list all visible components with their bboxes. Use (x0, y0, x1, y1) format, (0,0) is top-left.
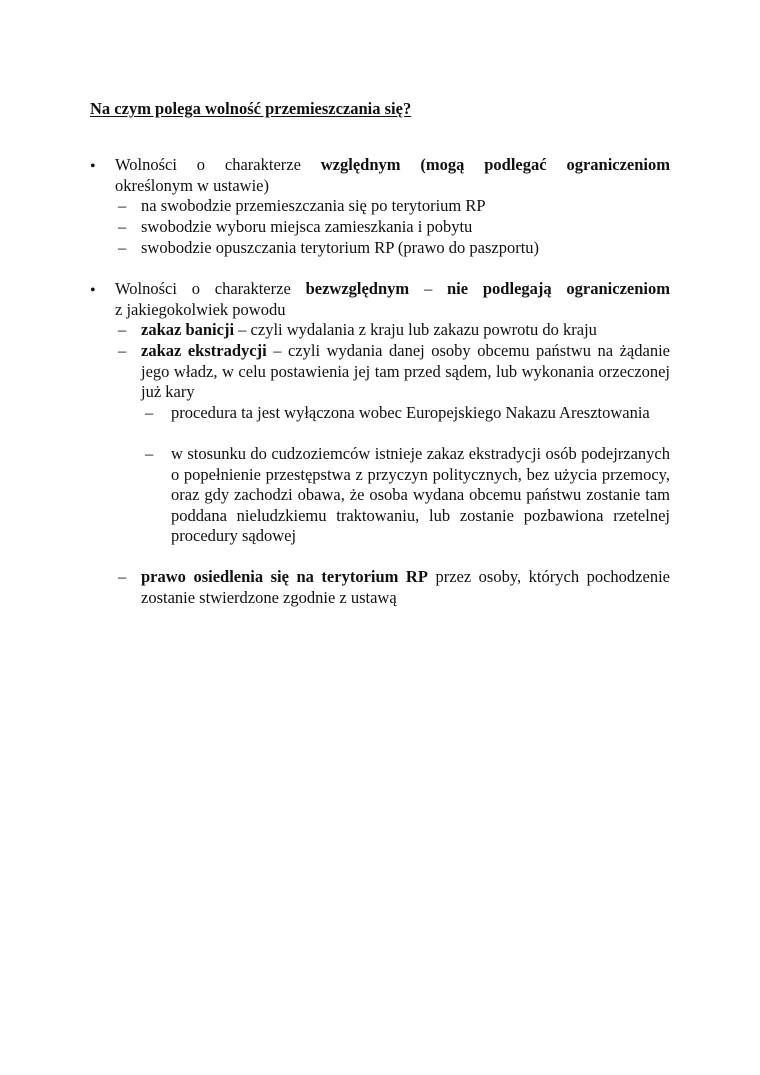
list-item-prawo-osiedlenia (141, 567, 670, 608)
list-item: na swobodzie przemieszczania się po terytorium RP (141, 196, 486, 215)
bullet-icon: • (90, 282, 96, 299)
list-item-zakaz-banicji (141, 320, 670, 341)
dash-icon: – (118, 320, 127, 339)
section2-intro-bold-note: nie podlegają ograniczeniom (447, 279, 670, 298)
item-description: – czyli wydania danej osoby obcemu państwu na żądanie jego władz, w celu postawienia jej tam przed sądem, lub wykonania orzeczonej już kary (141, 341, 670, 402)
nested-list-item: w stosunku do cudzoziemców istnieje zakaz ekstradycji osób podejrzanych o popełnienie przestępstwa z przyczyn politycznych, bez użycia przemocy, oraz gdy zachodzi obawa, że osoba wydana obcemu państwu zostanie tam poddana nieludzkiemu traktowaniu, lub zostanie pozbawiona rzetelnej procedury sądowej (171, 444, 670, 546)
dash-icon: – (118, 238, 127, 257)
section1-intro-bold-note: (mogą podlegać ograniczeniom (420, 155, 670, 174)
dash-icon: – (118, 196, 127, 215)
section1-intro-line (115, 155, 670, 176)
item-bold-term: prawo osiedlenia się na terytorium RP (141, 567, 428, 586)
section1-intro-bold-term: względnym (320, 155, 401, 174)
section2-intro-dash: – (409, 279, 447, 298)
dash-icon: – (145, 403, 154, 422)
dash-icon: – (118, 341, 127, 360)
item-bold-term: zakaz ekstradycji (141, 341, 267, 360)
list-item-zakaz-ekstradycji (141, 341, 670, 403)
section2-intro (115, 279, 670, 320)
section1-intro (115, 155, 670, 196)
section2-intro-continuation: z jakiegokolwiek powodu (115, 299, 286, 319)
section1-intro-plain: Wolności o charakterze (115, 155, 321, 174)
dash-icon: – (118, 217, 127, 236)
list-item: swobodzie opuszczania terytorium RP (prawo do paszportu) (141, 238, 540, 257)
page-title: Na czym polega wolność przemieszczania się? (90, 99, 412, 118)
item-description: – czyli wydalania z kraju lub zakazu powrotu do kraju (234, 320, 597, 339)
dash-icon: – (145, 444, 154, 463)
bullet-icon: • (90, 158, 96, 175)
list-item: swobodzie wyboru miejsca zamieszkania i pobytu (141, 217, 473, 236)
item-bold-term: zakaz banicji (141, 320, 235, 339)
nested-list-item: procedura ta jest wyłączona wobec Europejskiego Nakazu Aresztowania (171, 403, 650, 422)
section2-intro-bold-term: bezwzględnym (305, 279, 410, 298)
dash-icon: – (118, 567, 127, 586)
item-description: przez osoby, których pochodzenie zostanie stwierdzone zgodnie z ustawą (141, 567, 670, 607)
section1-intro-continuation: określonym w ustawie) (115, 175, 269, 195)
section2-intro-line (115, 279, 670, 300)
section2-intro-plain: Wolności o charakterze (115, 279, 306, 298)
